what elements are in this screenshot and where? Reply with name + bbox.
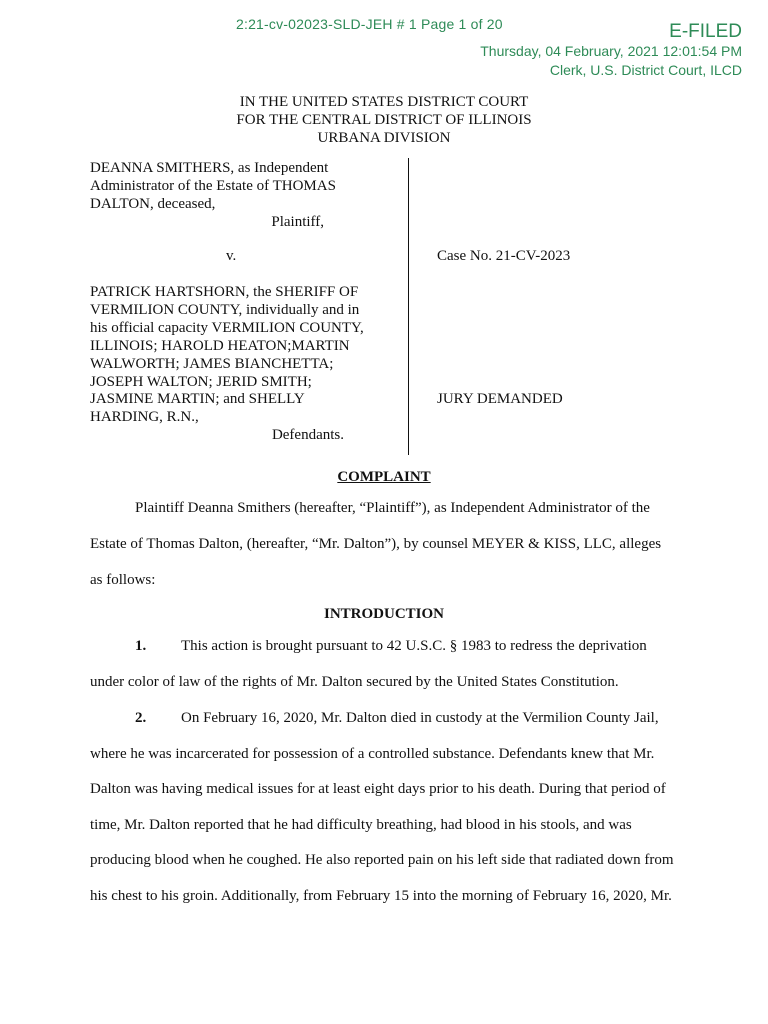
defendant-line: ILLINOIS; HAROLD HEATON;MARTIN (90, 337, 350, 354)
paragraph-number: 2. (135, 710, 147, 726)
court-line: FOR THE CENTRAL DISTRICT OF ILLINOIS (236, 112, 532, 128)
defendant-line: JASMINE MARTIN; and SHELLY (90, 391, 305, 408)
defendant-role: Defendants. (271, 427, 344, 444)
defendant-line: VERMILION COUNTY, individually and in (90, 301, 360, 318)
paragraph-line: under color of law of the rights of Mr. Dalton secured by the United States Constitution. (90, 674, 619, 690)
court-line: IN THE UNITED STATES DISTRICT COURT (239, 94, 529, 110)
defendant-line: WALWORTH; JAMES BIANCHETTA; (90, 355, 334, 372)
section-heading: INTRODUCTION (323, 606, 444, 622)
document-title: COMPLAINT (337, 469, 431, 485)
versus: v. (226, 248, 237, 264)
efiled-stamp (480, 22, 742, 80)
intro-line: Estate of Thomas Dalton, (hereafter, “Mr. Dalton”), by counsel MEYER & KISS, LLC, alleges (90, 536, 662, 552)
defendant-line: HARDING, R.N., (90, 409, 199, 426)
paragraph-line: producing blood when he coughed. He also reported pain on his left side that radiated down from (90, 852, 674, 868)
case-number: Case No. 21-CV-2023 (437, 248, 571, 264)
defendant-line: JOSEPH WALTON; JERID SMITH; (90, 373, 312, 390)
caption-divider (408, 158, 409, 455)
defendant-line: his official capacity VERMILION COUNTY, (90, 319, 364, 336)
intro-line: Plaintiff Deanna Smithers (hereafter, “Plaintiff”), as Independent Administrator of the (135, 500, 650, 516)
case-header-stamp: 2:21-cv-02023-SLD-JEH # 1 Page 1 of 20 (236, 16, 503, 32)
court-heading (0, 93, 768, 147)
intro-line: as follows: (90, 572, 156, 588)
defendant-line: PATRICK HARTSHORN, the SHERIFF OF (90, 284, 359, 300)
paragraph-line: his chest to his groin. Additionally, from February 15 into the morning of February 16, 2020, Mr. (90, 888, 672, 904)
paragraph-line: On February 16, 2020, Mr. Dalton died in custody at the Vermilion County Jail, (181, 710, 659, 726)
efiled-label: E-FILED (669, 21, 742, 42)
paragraph-line: time, Mr. Dalton reported that he had difficulty breathing, had blood in his stools, and was (90, 817, 632, 833)
plaintiff-role: Plaintiff, (271, 213, 324, 230)
plaintiff-line: Administrator of the Estate of THOMAS (90, 177, 336, 194)
defendant-block (90, 284, 390, 445)
paragraph-line: Dalton was having medical issues for at least eight days prior to his death. During that period of (90, 781, 666, 797)
paragraph-line: This action is brought pursuant to 42 U.S.C. § 1983 to redress the deprivation (181, 638, 647, 654)
plaintiff-block (90, 160, 390, 232)
paragraph-number: 1. (135, 638, 147, 654)
jury-demand: JURY DEMANDED (437, 391, 563, 407)
paragraph-line: where he was incarcerated for possession of a controlled substance. Defendants knew that Mr. (90, 746, 655, 762)
plaintiff-line: DALTON, deceased, (90, 195, 216, 212)
plaintiff-line: DEANNA SMITHERS, as Independent (90, 160, 329, 176)
efiled-clerk: Clerk, U.S. District Court, ILCD (549, 62, 742, 78)
efiled-date: Thursday, 04 February, 2021 12:01:54 PM (480, 43, 742, 59)
court-line: URBANA DIVISION (317, 130, 451, 146)
